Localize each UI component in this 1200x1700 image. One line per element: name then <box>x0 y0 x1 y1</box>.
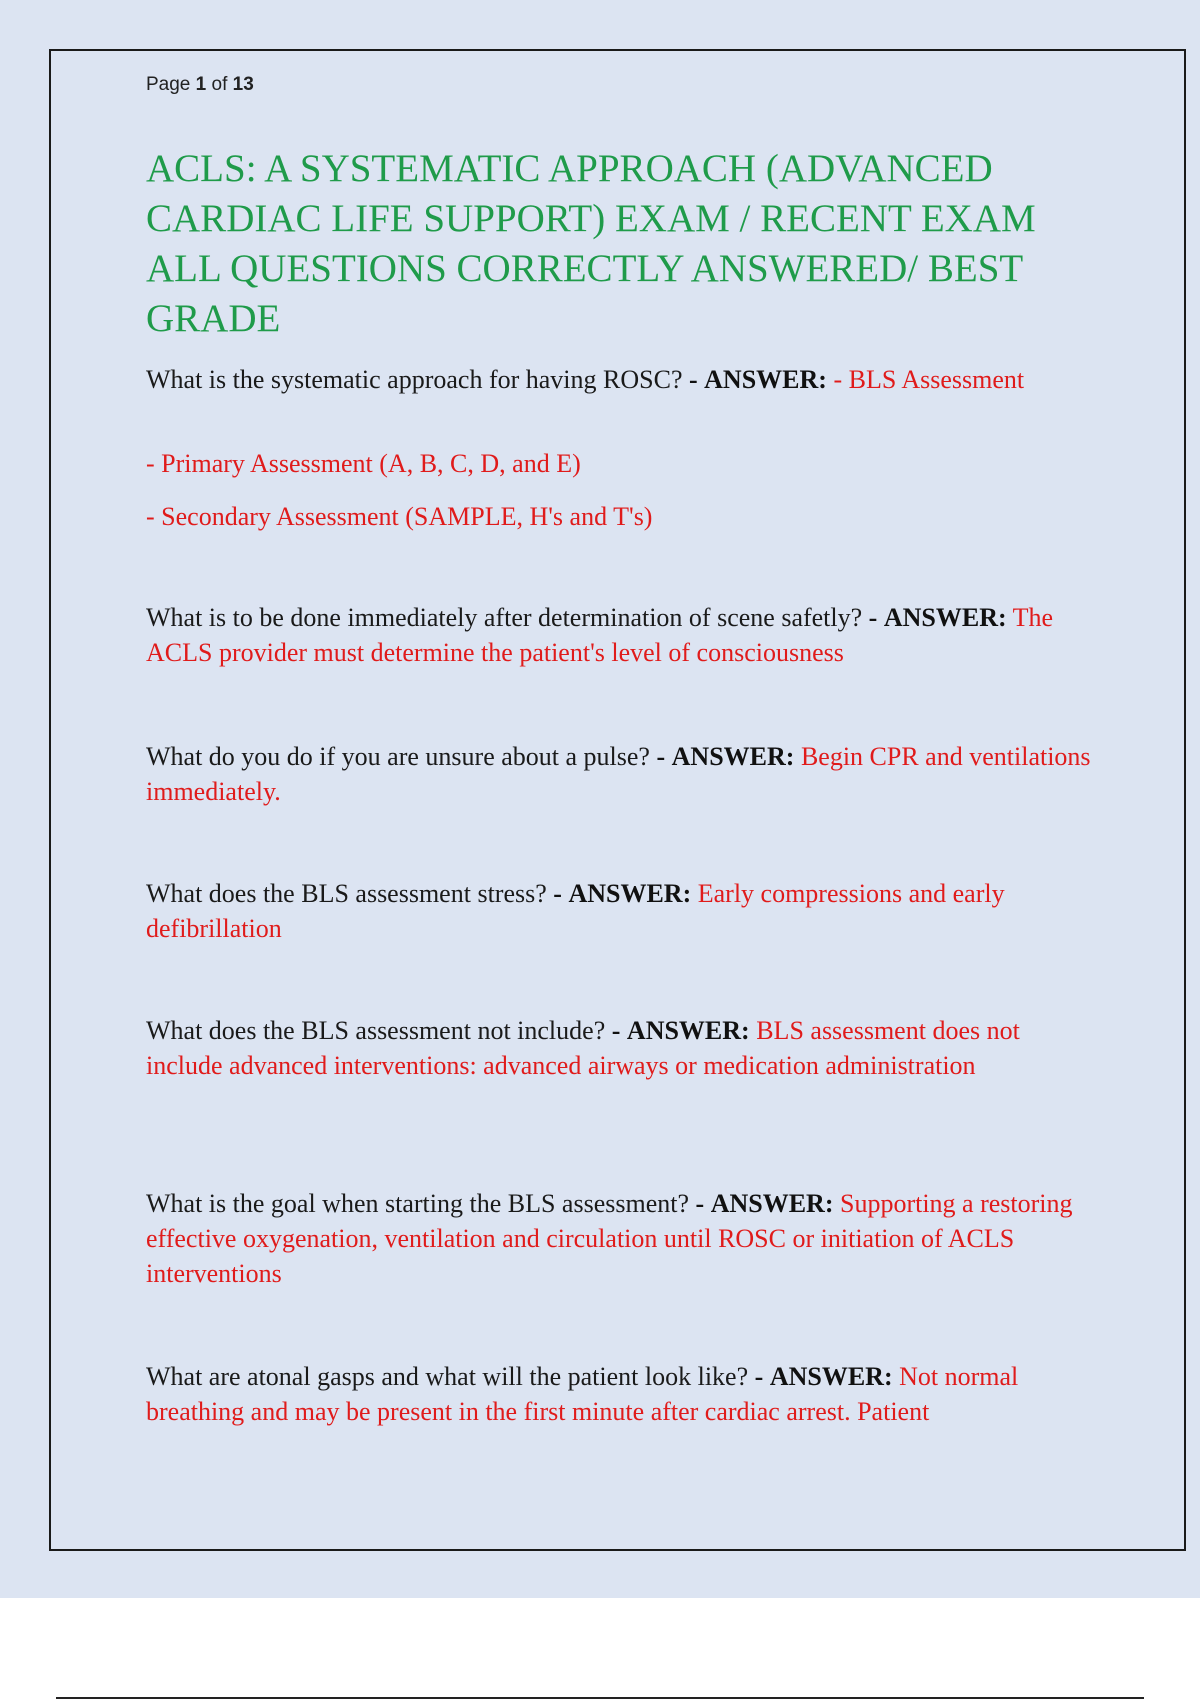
document-title: ACLS: A SYSTEMATIC APPROACH (ADVANCED CARDIAC LIFE SUPPORT) EXAM / RECENT EXAM ALL QUESTIONS CORRECTLY ANSWERED/ BEST GRADE <box>146 147 1036 340</box>
answer-label: ANSWER: <box>883 603 1007 632</box>
answer-text: - BLS Assessment <box>833 365 1025 394</box>
qa-item-5: What does the BLS assessment not include? - ANSWER: BLS assessment does not include advanced interventions: advanced airways or medication administration <box>146 1016 1020 1080</box>
question-text: What do you do if you are unsure about a pulse? <box>146 742 650 771</box>
answer-text: Not normal breathing and may be present in the first minute after cardiac arrest. Patient <box>146 1362 1019 1426</box>
answer-text: Supporting a restoring effective oxygenation, ventilation and circulation until ROSC or initiation of ACLS interventions <box>146 1189 1073 1288</box>
answer-label: ANSWER: <box>704 365 827 394</box>
answer-label: ANSWER: <box>710 1189 834 1218</box>
answer-continuation: - Primary Assessment (A, B, C, D, and E) <box>146 449 581 478</box>
question-text: What are atonal gasps and what will the patient look like? <box>146 1362 749 1391</box>
answer-label: ANSWER: <box>769 1362 893 1391</box>
question-text: What is the systematic approach for having ROSC? <box>146 365 683 394</box>
answer-text: BLS assessment does not include advanced interventions: advanced airways or medication administration <box>146 1016 1020 1080</box>
page-number: Page 1 of 13 <box>146 74 254 95</box>
bottom-rule <box>56 1697 1144 1699</box>
question-text: What is the goal when starting the BLS assessment? <box>146 1189 690 1218</box>
question-text: What does the BLS assessment not include? <box>146 1016 606 1045</box>
answer-text: Begin CPR and ventilations immediately. <box>146 742 1091 806</box>
answer-label: ANSWER: <box>626 1016 750 1045</box>
answer-text: Early compressions and early defibrillation <box>146 879 1005 943</box>
answer-label: ANSWER: <box>671 742 795 771</box>
answer-label: ANSWER: <box>568 879 692 908</box>
answer-text: The ACLS provider must determine the patient's level of consciousness <box>146 603 1054 667</box>
qa-item-6: What is the goal when starting the BLS assessment? - ANSWER: Supporting a restoring effective oxygenation, ventilation and circulation until ROSC or initiation of ACLS interventions <box>146 1189 1073 1288</box>
question-text: What is to be done immediately after determination of scene safetly? <box>146 603 863 632</box>
qa-item-4: What does the BLS assessment stress? - ANSWER: Early compressions and early defibrillation <box>146 879 1005 943</box>
answer-continuation: - Secondary Assessment (SAMPLE, H's and T's) <box>146 502 653 531</box>
qa-item-1: What is the systematic approach for having ROSC? - ANSWER: - BLS Assessment <box>146 365 1025 394</box>
qa-item-7: What are atonal gasps and what will the patient look like? - ANSWER: Not normal breathing and may be present in the first minute after cardiac arrest. Patient <box>146 1362 1019 1426</box>
qa-item-3: What do you do if you are unsure about a pulse? - ANSWER: Begin CPR and ventilations immediately. <box>146 742 1091 806</box>
question-text: What does the BLS assessment stress? <box>146 879 547 908</box>
qa-item-2: What is to be done immediately after determination of scene safetly? - ANSWER: The ACLS provider must determine the patient's level of consciousness <box>146 603 1054 667</box>
